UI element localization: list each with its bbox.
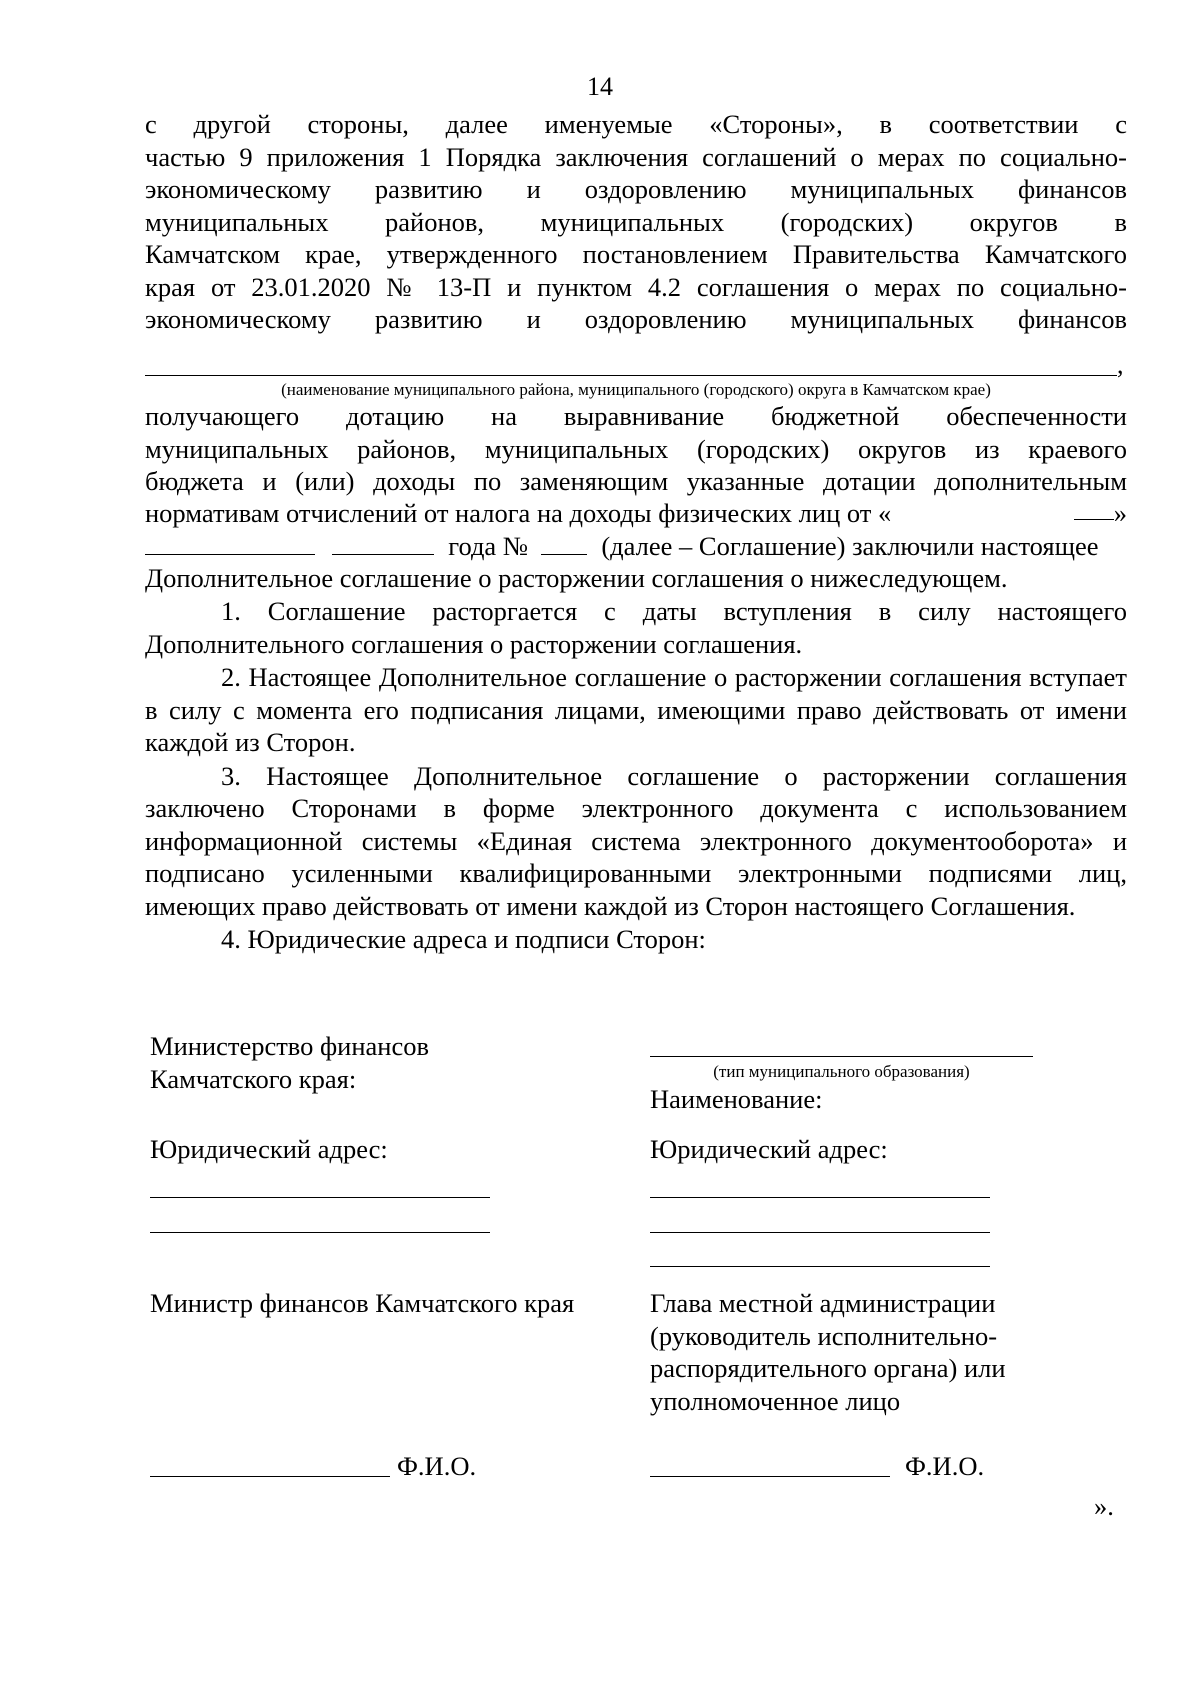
year-label: года № [448, 531, 529, 561]
clause-1: 1. Соглашение расторгается с даты вступления в силу настоящего Дополнительного соглашения о расторжении соглашения. [145, 596, 1127, 659]
right-address-line-2 [650, 1232, 990, 1233]
text-line: экономическому развитию и оздоровлению муниципальных финансов [145, 174, 1127, 204]
right-address-line-3 [650, 1266, 990, 1267]
signatory-line: уполномоченное лицо [650, 1385, 901, 1416]
right-fio: Ф.И.О. [905, 1451, 985, 1481]
closing-mark: ». [1094, 1491, 1114, 1521]
clause-4: 4. Юридические адреса и подписи Сторон: [221, 924, 706, 954]
text-line: бюджета и (или) доходы по заменяющим указанные дотации дополнительным [145, 466, 1127, 496]
year-blank [332, 532, 434, 555]
municipality-type-blank [650, 1056, 1033, 1057]
date-close-quote: » [1113, 498, 1127, 528]
agreement-line-rest: (далее – Соглашение) заключили настоящее [601, 531, 1099, 561]
text-line: края от 23.01.2020 № 13-П и пунктом 4.2 соглашения о мерах по социально- [145, 271, 1127, 302]
left-signature-line [150, 1476, 390, 1477]
right-address-line-1 [650, 1197, 990, 1198]
text-line: Камчатском крае, утвержденного постановлением Правительства Камчатского [145, 239, 1127, 269]
clauses [145, 595, 1127, 956]
clause-2: 2. Настоящее Дополнительное соглашение о расторжении соглашения вступает в силу с момента его подписания лицами, имеющими право действовать от имени каждой из Сторон. [145, 662, 1127, 757]
date-line-text: нормативам отчислений от налога на доходы физических лиц от « [145, 498, 892, 528]
left-party-name-2: Камчатского края: [150, 1064, 357, 1094]
left-fio: Ф.И.О. [397, 1451, 477, 1481]
page-number: 14 [587, 72, 613, 101]
municipality-type-caption: (тип муниципального образования) [713, 1062, 970, 1081]
municipality-name-caption: (наименование муниципального района, муниципального (городского) округа в Камчатском крае) [281, 380, 991, 399]
left-signatory: Министр финансов Камчатского края [150, 1288, 575, 1318]
left-address-line-1 [150, 1197, 490, 1198]
day-blank [1074, 497, 1114, 520]
signatory-line: (руководитель исполнительно- [650, 1320, 998, 1351]
text-line: муниципальных районов, муниципальных (городских) округов в [145, 206, 1127, 237]
agreement-line [145, 530, 1127, 563]
right-signatory [650, 1287, 1006, 1417]
municipality-name-blank [145, 375, 1117, 376]
number-blank [541, 532, 587, 555]
left-party-name-1: Министерство финансов [150, 1031, 430, 1061]
signatory-line: Глава местной администрации [650, 1288, 996, 1318]
text-line: муниципальных районов, муниципальных (городских) округов из краевого [145, 433, 1127, 464]
text-line: с другой стороны, далее именуемые «Стороны», в соответствии с [145, 109, 1127, 139]
text-line: экономическому развитию и оздоровлению муниципальных финансов [145, 304, 1127, 334]
text-line: получающего дотацию на выравнивание бюджетной обеспеченности [145, 401, 1127, 431]
signatory-line: распорядительного органа) или [650, 1353, 1006, 1383]
right-name-label: Наименование: [650, 1084, 823, 1114]
intro-paragraph-1 [145, 108, 1127, 336]
date-line [145, 497, 1127, 530]
left-address-line-2 [150, 1232, 490, 1233]
text-line: частью 9 приложения 1 Порядка заключения соглашений о мерах по социально- [145, 141, 1127, 172]
intro-paragraph-2 [145, 400, 1127, 498]
right-address-label: Юридический адрес: [650, 1134, 888, 1164]
intro-last-line: Дополнительное соглашение о расторжении соглашения о нижеследующем. [145, 563, 1008, 593]
month-blank [145, 532, 315, 555]
right-signature-line [650, 1476, 890, 1477]
clause-3: 3. Настоящее Дополнительное соглашение о расторжении соглашения заключено Сторонами в форме электронного документа с использованием информационной системы «Единая система электронного документооборота» и подписано усиленными квалифицированными электронными подписями лиц, имеющих право действовать от имени каждой из Сторон настоящего Соглашения. [145, 760, 1127, 921]
blank-comma: , [1117, 350, 1124, 379]
left-address-label: Юридический адрес: [150, 1134, 388, 1164]
